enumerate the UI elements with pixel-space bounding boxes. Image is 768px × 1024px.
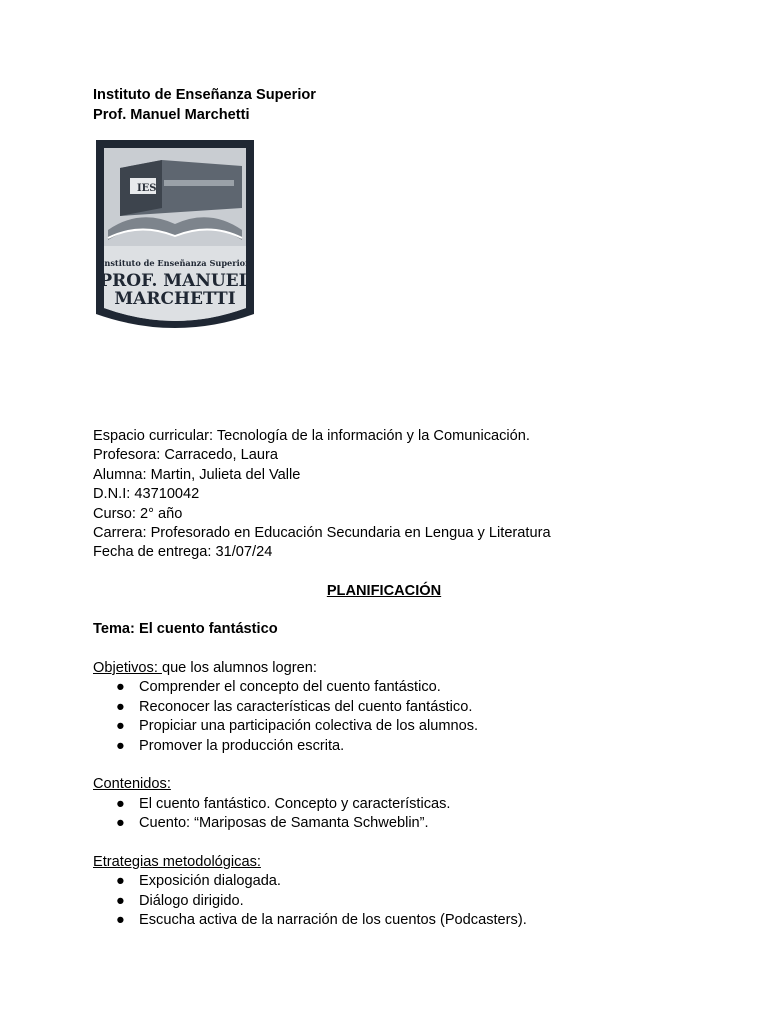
info-dni: D.N.I: 43710042 <box>93 486 200 503</box>
logo-name-line1: PROF. MANUEL <box>99 271 251 291</box>
institute-logo <box>94 138 256 342</box>
info-fecha-entrega: Fecha de entrega: 31/07/24 <box>93 544 273 561</box>
spacer <box>93 342 693 427</box>
bullet-icon: ● <box>116 815 125 832</box>
bullet-icon: ● <box>116 873 125 890</box>
estrategias-label: Etrategias metodológicas: <box>93 853 261 870</box>
bullet-icon: ● <box>116 718 125 735</box>
objetivos-list <box>93 678 693 756</box>
bullet-icon: ● <box>116 892 125 909</box>
bullet-icon: ● <box>116 737 125 754</box>
bullet-icon: ● <box>116 795 125 812</box>
student-info <box>93 427 693 563</box>
list-item: ● Propiciar una participación colectiva de los alumnos. <box>93 717 693 736</box>
contenidos-section <box>93 775 693 833</box>
list-item: ● El cuento fantástico. Concepto y características. <box>93 795 693 814</box>
bullet-icon: ● <box>116 679 125 696</box>
info-alumna: Alumna: Martin, Julieta del Valle <box>93 466 301 483</box>
list-item: ● Diálogo dirigido. <box>93 892 693 911</box>
objetivos-intro: que los alumnos logren: <box>161 659 317 676</box>
logo-institute-text: Instituto de Enseñanza Superior <box>100 258 250 268</box>
topic-heading: Tema: El cuento fantástico <box>93 621 278 638</box>
estrategias-list <box>93 872 693 930</box>
info-profesora: Profesora: Carracedo, Laura <box>93 447 278 464</box>
document-page <box>93 86 693 930</box>
bullet-icon: ● <box>116 698 125 715</box>
list-item: ● Comprender el concepto del cuento fantástico. <box>93 678 693 697</box>
planning-title: PLANIFICACIÓN <box>326 582 442 599</box>
estrategias-section <box>93 853 693 931</box>
contenidos-list <box>93 795 693 834</box>
info-carrera: Carrera: Profesorado en Educación Secundaria en Lengua y Literatura <box>93 524 551 541</box>
info-espacio-curricular: Espacio curricular: Tecnología de la información y la Comunicación. <box>93 428 530 444</box>
objetivos-section <box>93 659 693 756</box>
institute-subtitle: Prof. Manuel Marchetti <box>93 107 250 123</box>
institute-name: Instituto de Enseñanza Superior <box>93 87 316 103</box>
bullet-icon: ● <box>116 912 125 929</box>
list-item: ● Escucha activa de la narración de los cuentos (Podcasters). <box>93 911 693 930</box>
info-curso: Curso: 2° año <box>93 505 183 522</box>
objetivos-label: Objetivos: <box>93 659 162 676</box>
list-item: ● Promover la producción escrita. <box>93 737 693 756</box>
list-item: ● Cuento: “Mariposas de Samanta Schweblin”. <box>93 814 693 833</box>
contenidos-label: Contenidos: <box>93 776 171 793</box>
logo-initials: IES <box>137 183 157 194</box>
list-item: ● Reconocer las características del cuento fantástico. <box>93 698 693 717</box>
logo-name-line2: MARCHETTI <box>114 289 236 309</box>
list-item: ● Exposición dialogada. <box>93 872 693 891</box>
